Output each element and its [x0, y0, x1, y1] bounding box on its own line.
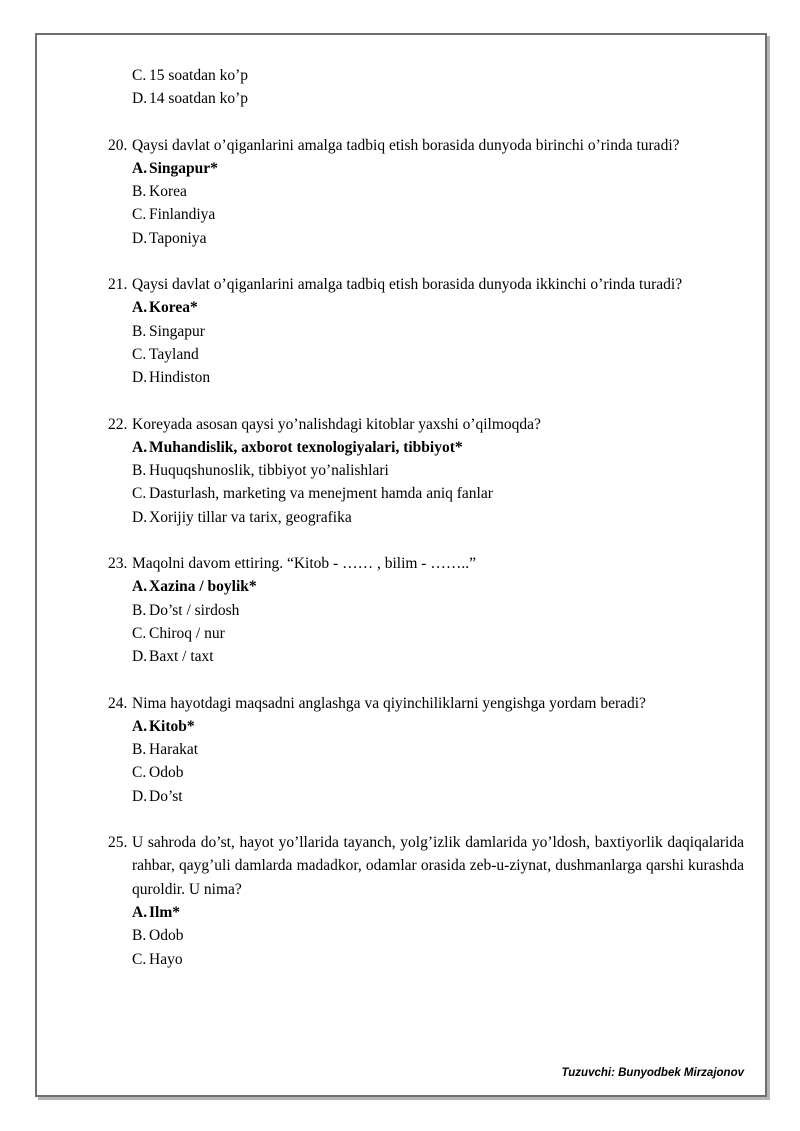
question-block — [108, 134, 744, 157]
options-list — [108, 296, 744, 389]
option-text: 14 soatdan ko’p — [149, 90, 249, 108]
document-content — [108, 64, 744, 971]
option-letter: B. — [132, 183, 147, 201]
option-text: Tayland — [149, 345, 199, 363]
option-line — [132, 482, 744, 505]
option-letter: D. — [132, 508, 148, 526]
option-text: Hindiston — [149, 369, 211, 387]
question-number: 25. — [108, 834, 128, 852]
option-line — [132, 715, 744, 738]
question-text: U sahroda do’st, hayot yo’llarida tayanch, yolg’izlik damlarida yo’ldosh, baxtiyorlik daqiqalarida rahbar, qayg’uli damlarda madadkor, odamlar orasida zeb-u-ziynat, dushmanlarga qarshi kurashda quroldir. U nima? — [132, 834, 744, 898]
option-text: 15 soatdan ko’p — [149, 67, 249, 84]
option-line — [132, 366, 744, 389]
option-text: Xazina / boylik* — [149, 578, 257, 596]
option-text: Do’st — [149, 787, 183, 805]
option-text: Harakat — [149, 741, 199, 759]
option-text: Taponiya — [149, 229, 207, 247]
option-letter: C. — [132, 67, 147, 84]
question-number: 21. — [108, 276, 128, 294]
option-text: Korea* — [149, 299, 198, 317]
option-text: Baxt / taxt — [149, 648, 214, 666]
option-letter: B. — [132, 601, 147, 619]
options-list — [108, 575, 744, 668]
question-number: 20. — [108, 136, 128, 154]
option-text: Singapur — [149, 322, 205, 340]
options-list — [108, 436, 744, 529]
option-text: Do’st / sirdosh — [149, 601, 240, 619]
option-line — [132, 599, 744, 622]
option-text: Huquqshunoslik, tibbiyot yo’nalishlari — [149, 462, 389, 480]
option-text: Odob — [149, 764, 184, 782]
carryover-options — [108, 64, 744, 111]
option-letter: C. — [132, 485, 147, 503]
question-block — [108, 692, 744, 715]
option-line — [132, 506, 744, 529]
option-line — [132, 924, 744, 947]
option-line — [132, 87, 744, 110]
option-line — [132, 227, 744, 250]
question-block — [108, 413, 744, 436]
question-group — [108, 413, 744, 529]
option-letter: A. — [132, 578, 148, 596]
option-text: Chiroq / nur — [149, 624, 225, 642]
question-number: 22. — [108, 415, 128, 433]
option-letter: A. — [132, 159, 148, 177]
option-letter: C. — [132, 345, 147, 363]
option-line — [132, 901, 744, 924]
option-line — [132, 64, 744, 87]
question-group — [108, 692, 744, 808]
question-block — [108, 831, 744, 901]
question-group — [108, 134, 744, 250]
question-group — [108, 552, 744, 668]
option-text: Singapur* — [149, 159, 218, 177]
option-letter: C. — [132, 950, 147, 968]
option-letter: D. — [132, 369, 148, 387]
option-letter: C. — [132, 764, 147, 782]
question-text: Maqolni davom ettiring. “Kitob - …… , bilim - ……..” — [132, 555, 476, 573]
option-letter: A. — [132, 299, 148, 317]
question-block — [108, 273, 744, 296]
question-group — [108, 831, 744, 971]
option-line — [132, 203, 744, 226]
option-letter: B. — [132, 927, 147, 945]
option-text: Xorijiy tillar va tarix, geografika — [149, 508, 352, 526]
option-text: Ilm* — [149, 903, 180, 921]
option-letter: D. — [132, 648, 148, 666]
option-letter: D. — [132, 229, 148, 247]
option-letter: B. — [132, 462, 147, 480]
option-line — [132, 343, 744, 366]
option-letter: A. — [132, 717, 148, 735]
question-text: Nima hayotdagi maqsadni anglashga va qiyinchiliklarni yengishga yordam beradi? — [132, 694, 646, 712]
option-line — [132, 436, 744, 459]
option-text: Korea — [149, 183, 187, 201]
option-line — [132, 180, 744, 203]
options-list — [108, 901, 744, 971]
question-text: Koreyada asosan qaysi yo’nalishdagi kitoblar yaxshi o’qilmoqda? — [132, 415, 541, 433]
option-text: Hayo — [149, 950, 183, 968]
option-line — [132, 622, 744, 645]
question-block — [108, 552, 744, 575]
option-letter: B. — [132, 741, 147, 759]
page-sheet — [35, 33, 767, 1097]
option-letter: A. — [132, 903, 148, 921]
option-line — [132, 645, 744, 668]
option-letter: D. — [132, 90, 148, 108]
question-number: 24. — [108, 694, 128, 712]
option-line — [132, 296, 744, 319]
option-letter: C. — [132, 624, 147, 642]
option-text: Muhandislik, axborot texnologiyalari, tibbiyot* — [149, 438, 463, 456]
options-list — [108, 715, 744, 808]
option-letter: D. — [132, 787, 148, 805]
footer-author: Tuzuvchi: Bunyodbek Mirzajonov — [561, 1067, 744, 1079]
option-text: Finlandiya — [149, 206, 216, 224]
option-letter: A. — [132, 438, 148, 456]
option-text: Odob — [149, 927, 184, 945]
question-number: 23. — [108, 555, 128, 573]
option-text: Dasturlash, marketing va menejment hamda aniq fanlar — [149, 485, 493, 503]
option-line — [132, 738, 744, 761]
option-letter: B. — [132, 322, 147, 340]
option-line — [132, 785, 744, 808]
option-line — [132, 575, 744, 598]
question-text: Qaysi davlat o’qiganlarini amalga tadbiq etish borasida dunyoda birinchi o’rinda turadi? — [132, 136, 680, 154]
question-text: Qaysi davlat o’qiganlarini amalga tadbiq etish borasida dunyoda ikkinchi o’rinda turadi? — [132, 276, 683, 294]
options-list — [108, 157, 744, 250]
option-text: Kitob* — [149, 717, 195, 735]
option-letter: C. — [132, 206, 147, 224]
option-line — [132, 320, 744, 343]
option-line — [132, 761, 744, 784]
option-line — [132, 459, 744, 482]
option-line — [132, 157, 744, 180]
option-line — [132, 948, 744, 971]
question-group — [108, 273, 744, 389]
